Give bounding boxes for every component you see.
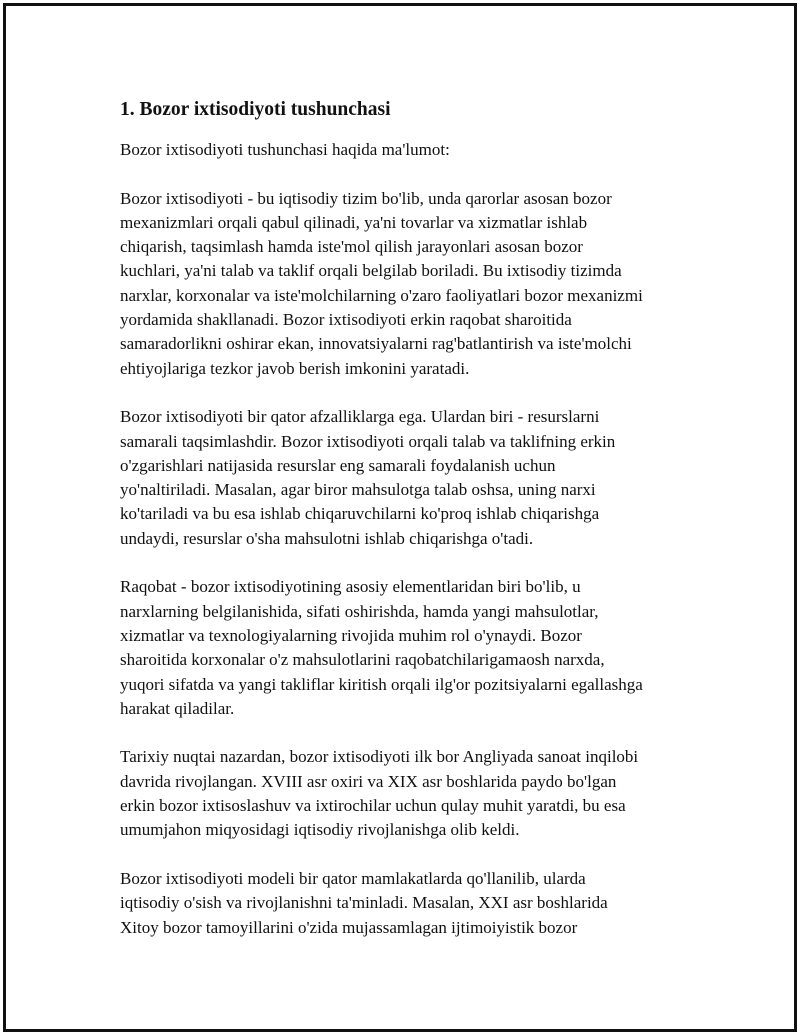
text-line: narxlarning belgilanishida, sifati oshirishda, hamda yangi mahsulotlar, xyxy=(120,601,599,621)
document-page xyxy=(3,3,797,1032)
text-line: xizmatlar va texnologiyalarning rivojida muhim rol o'ynaydi. Bozor xyxy=(120,625,582,645)
text-line: yo'naltiriladi. Masalan, agar biror mahsulotga talab oshsa, uning narxi xyxy=(120,480,596,500)
paragraph-model xyxy=(120,867,690,940)
text-line: Bozor ixtisodiyoti modeli bir qator mamlakatlarda qo'llanilib, ularda xyxy=(120,868,586,888)
intro-line: Bozor ixtisodiyoti tushunchasi haqida ma'lumot: xyxy=(120,140,450,159)
text-line: yordamida shakllanadi. Bozor ixtisodiyoti erkin raqobat sharoitida xyxy=(120,310,572,330)
paragraph-spacer xyxy=(120,381,690,405)
section-heading: 1. Bozor ixtisodiyoti tushunchasi xyxy=(120,99,391,120)
text-line: yuqori sifatda va yangi takliflar kiritish orqali ilg'or pozitsiyalarni egallashga xyxy=(120,674,643,694)
document-content xyxy=(120,97,690,940)
text-line: umumjahon miqyosidagi iqtisodiy rivojlanishga olib keldi. xyxy=(120,820,520,840)
text-line: iqtisodiy o'sish va rivojlanishni ta'minladi. Masalan, XXI asr boshlarida xyxy=(120,893,608,913)
text-line: chiqarish, taqsimlash hamda iste'mol qilish jarayonlari asosan bozor xyxy=(120,237,583,257)
text-line: ehtiyojlariga tezkor javob berish imkonini yaratadi. xyxy=(120,358,470,378)
text-line: samaradorlikni oshirar ekan, innovatsiyalarni rag'batlantirish va iste'molchi xyxy=(120,334,632,354)
text-line: erkin bozor ixtisoslashuv va ixtirochilar uchun qulay muhit yaratdi, bu esa xyxy=(120,796,626,816)
paragraph-spacer xyxy=(120,551,690,575)
text-line: Bozor ixtisodiyoti bir qator afzalliklarga ega. Ulardan biri - resurslarni xyxy=(120,407,600,427)
text-line: Bozor ixtisodiyoti - bu iqtisodiy tizim bo'lib, unda qarorlar asosan bozor xyxy=(120,188,612,208)
paragraph-spacer xyxy=(120,162,690,186)
text-line: undaydi, resurslar o'sha mahsulotni ishlab chiqarishga o'tadi. xyxy=(120,528,534,548)
text-line: harakat qiladilar. xyxy=(120,698,235,718)
paragraph-spacer xyxy=(120,843,690,867)
text-line: davrida rivojlangan. XVIII asr oxiri va XIX asr boshlarida paydo bo'lgan xyxy=(120,771,617,791)
text-line: Tarixiy nuqtai nazardan, bozor ixtisodiyoti ilk bor Angliyada sanoat inqilobi xyxy=(120,747,639,767)
text-line: narxlar, korxonalar va iste'molchilarning o'zaro faoliyatlari bozor mexanizmi xyxy=(120,285,643,305)
paragraph-history xyxy=(120,745,690,842)
paragraph-definition xyxy=(120,187,690,381)
text-line: ko'tariladi va bu esa ishlab chiqaruvchilarni ko'proq ishlab chiqarishga xyxy=(120,504,600,524)
text-line: samarali taqsimlashdir. Bozor ixtisodiyoti orqali talab va taklifning erkin xyxy=(120,431,616,451)
paragraph-competition xyxy=(120,575,690,721)
text-line: mexanizmlari orqali qabul qilinadi, ya'ni tovarlar va xizmatlar ishlab xyxy=(120,212,588,232)
text-line: Xitoy bozor tamoyillarini o'zida mujassamlagan ijtimoiyistik bozor xyxy=(120,917,578,937)
paragraph-spacer xyxy=(120,721,690,745)
text-line: sharoitida korxonalar o'z mahsulotlarini raqobatchilarigamaosh narxda, xyxy=(120,650,605,670)
text-line: Raqobat - bozor ixtisodiyotining asosiy elementlaridan biri bo'lib, u xyxy=(120,577,581,597)
text-line: o'zgarishlari natijasida resurslar eng samarali foydalanish uchun xyxy=(120,455,556,475)
text-line: kuchlari, ya'ni talab va taklif orqali belgilab boriladi. Bu ixtisodiy tizimda xyxy=(120,261,622,281)
paragraph-advantages xyxy=(120,405,690,551)
